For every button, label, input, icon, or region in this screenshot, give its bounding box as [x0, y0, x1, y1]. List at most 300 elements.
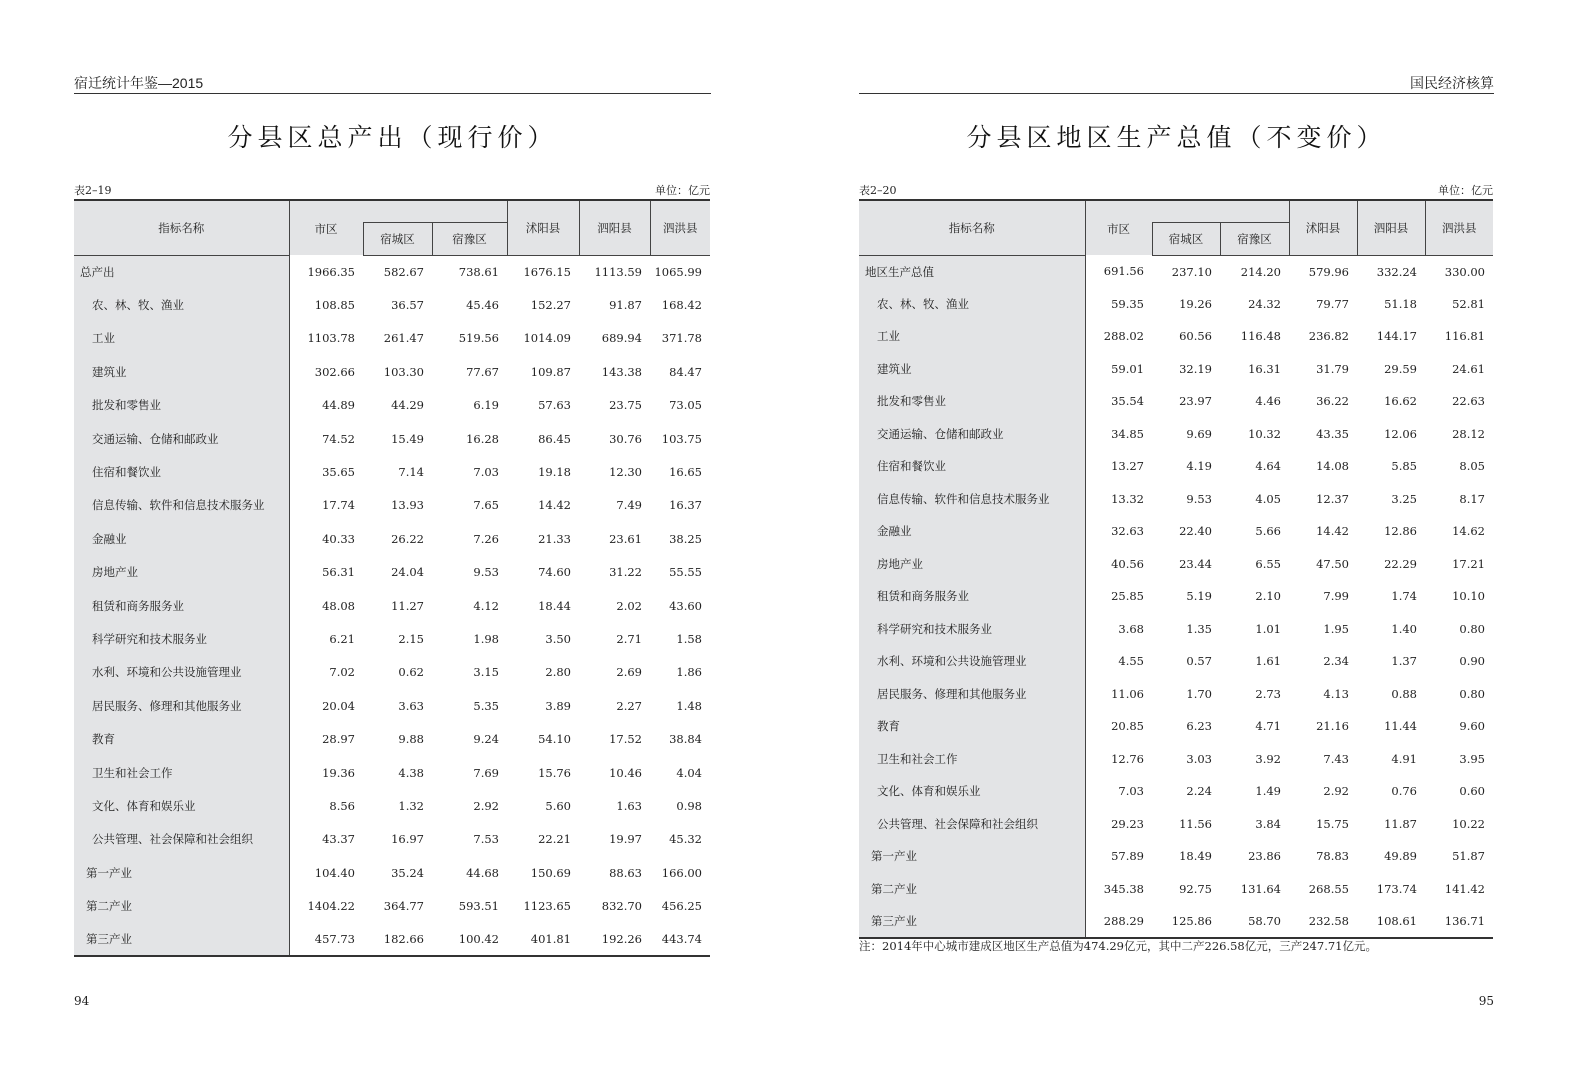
cell-value: 91.87 [609, 298, 642, 313]
right-page [790, 0, 1587, 1077]
cell-value: 3.92 [1255, 751, 1281, 766]
cell-value: 232.58 [1289, 905, 1357, 938]
cell-value: 3.89 [545, 698, 571, 713]
cell-value: 1404.22 [307, 899, 355, 914]
cell-value: 0.60 [1459, 784, 1485, 799]
cell-value: 108.85 [314, 298, 355, 313]
row-label: 房地产业 [74, 556, 289, 589]
cell-value: 44.89 [322, 398, 355, 413]
col-header-sihong: 泗洪县 [1425, 200, 1493, 255]
row-label: 卫生和社会工作 [74, 756, 289, 789]
cell-value: 15.76 [538, 765, 571, 780]
cell-value: 1.70 [1186, 686, 1212, 701]
row-label: 建筑业 [74, 355, 289, 388]
row-label: 租赁和商务服务业 [74, 589, 289, 622]
cell-value: 364.77 [383, 899, 424, 914]
table-row [859, 743, 1493, 776]
cell-value: 1.49 [1255, 784, 1281, 799]
cell-value: 1.74 [1391, 589, 1417, 604]
row-label: 第三产业 [74, 923, 289, 956]
cell-value: 92.75 [1179, 881, 1212, 896]
cell-value: 100.42 [432, 923, 507, 956]
cell-value: 23.44 [1179, 556, 1212, 571]
row-label: 工业 [74, 322, 289, 355]
cell-value: 14.42 [1316, 524, 1349, 539]
row-label: 地区生产总值 [859, 255, 1085, 288]
cell-value: 519.56 [458, 331, 499, 346]
cell-value: 141.42 [1444, 881, 1485, 896]
cell-value: 3.84 [1255, 816, 1281, 831]
page-number: 95 [1478, 994, 1494, 1008]
cell-value: 29.59 [1384, 361, 1417, 376]
cell-value: 40.33 [322, 531, 355, 546]
cell-value: 302.66 [314, 364, 355, 379]
table-row [74, 522, 710, 555]
cell-value: 2.73 [1255, 686, 1281, 701]
cell-value: 6.55 [1255, 556, 1281, 571]
cell-value: 14.62 [1452, 524, 1485, 539]
col-header-city: 市区 [1085, 200, 1152, 255]
table-row [74, 823, 710, 856]
cell-value: 19.26 [1179, 296, 1212, 311]
cell-value: 5.60 [545, 798, 571, 813]
cell-value: 17.74 [322, 498, 355, 513]
cell-value: 108.61 [1357, 905, 1425, 938]
cell-value: 28.12 [1452, 426, 1485, 441]
cell-value: 192.26 [579, 923, 650, 956]
row-label: 第三产业 [859, 905, 1085, 938]
cell-value: 19.18 [538, 465, 571, 480]
data-table [859, 199, 1493, 939]
cell-value: 36.22 [1316, 394, 1349, 409]
col-header-suyuqu: 宿豫区 [1220, 222, 1289, 255]
cell-value: 79.77 [1316, 296, 1349, 311]
cell-value: 7.43 [1323, 751, 1349, 766]
cell-value: 7.03 [1118, 784, 1144, 799]
cell-value: 8.05 [1459, 459, 1485, 474]
cell-value: 168.42 [661, 298, 702, 313]
table-row [859, 320, 1493, 353]
table-row [859, 710, 1493, 743]
table-row [74, 556, 710, 589]
cell-value: 104.40 [314, 865, 355, 880]
table-row [859, 808, 1493, 841]
cell-value: 54.10 [538, 732, 571, 747]
cell-value: 9.88 [398, 732, 424, 747]
row-label: 农、林、牧、渔业 [859, 288, 1085, 321]
cell-value: 9.60 [1459, 719, 1485, 734]
running-head: 国民经济核算 [1410, 75, 1494, 91]
cell-value: 0.90 [1459, 654, 1485, 669]
col-header-city-group [1152, 200, 1289, 222]
cell-value: 689.94 [601, 331, 642, 346]
table-row [74, 288, 710, 321]
table-row [74, 422, 710, 455]
table-row [74, 322, 710, 355]
cell-value: 3.63 [398, 698, 424, 713]
cell-value: 4.71 [1255, 719, 1281, 734]
row-label: 总产出 [74, 255, 289, 288]
col-header-indicator: 指标名称 [859, 200, 1085, 255]
data-table [74, 199, 710, 957]
cell-value: 88.63 [609, 865, 642, 880]
cell-value: 166.00 [661, 865, 702, 880]
cell-value: 16.31 [1248, 361, 1281, 376]
cell-value: 1014.09 [523, 331, 571, 346]
row-label: 信息传输、软件和信息技术服务业 [74, 489, 289, 522]
cell-value: 43.37 [322, 832, 355, 847]
cell-value: 0.76 [1391, 784, 1417, 799]
cell-value: 6.19 [473, 398, 499, 413]
table-row [859, 840, 1493, 873]
cell-value: 20.85 [1111, 719, 1144, 734]
cell-value: 125.86 [1152, 905, 1220, 938]
cell-value: 13.27 [1111, 459, 1144, 474]
cell-value: 12.76 [1111, 751, 1144, 766]
table-unit: 单位：亿元 [655, 184, 710, 197]
cell-value: 12.06 [1384, 426, 1417, 441]
cell-value: 10.22 [1452, 816, 1485, 831]
cell-value: 16.62 [1384, 394, 1417, 409]
cell-value: 14.08 [1316, 459, 1349, 474]
cell-value: 74.52 [322, 431, 355, 446]
cell-value: 1065.99 [654, 264, 702, 279]
table-row [74, 389, 710, 422]
table-row [74, 789, 710, 822]
cell-value: 832.70 [601, 899, 642, 914]
cell-value: 24.32 [1248, 296, 1281, 311]
cell-value: 288.29 [1085, 905, 1152, 938]
cell-value: 10.46 [609, 765, 642, 780]
cell-value: 32.19 [1179, 361, 1212, 376]
cell-value: 2.92 [1323, 784, 1349, 799]
row-label: 第二产业 [74, 889, 289, 922]
cell-value: 32.63 [1111, 524, 1144, 539]
row-label: 农、林、牧、渔业 [74, 288, 289, 321]
cell-value: 4.38 [398, 765, 424, 780]
table-number: 表2–19 [74, 184, 112, 197]
row-label: 居民服务、修理和其他服务业 [74, 689, 289, 722]
cell-value: 3.50 [545, 631, 571, 646]
cell-value: 4.64 [1255, 459, 1281, 474]
cell-value: 738.61 [458, 264, 499, 279]
cell-value: 17.52 [609, 732, 642, 747]
table-row [859, 418, 1493, 451]
cell-value: 2.92 [473, 798, 499, 813]
cell-value: 35.54 [1111, 394, 1144, 409]
cell-value: 582.67 [383, 264, 424, 279]
table-body [859, 255, 1493, 938]
cell-value: 4.13 [1323, 686, 1349, 701]
cell-value: 86.45 [538, 431, 571, 446]
table-row [74, 656, 710, 689]
cell-value: 51.87 [1452, 849, 1485, 864]
table-row [859, 483, 1493, 516]
cell-value: 35.24 [391, 865, 424, 880]
cell-value: 22.29 [1384, 556, 1417, 571]
cell-value: 371.78 [661, 331, 702, 346]
table-row [859, 288, 1493, 321]
cell-value: 47.50 [1316, 556, 1349, 571]
cell-value: 19.97 [609, 832, 642, 847]
cell-value: 1676.15 [523, 264, 571, 279]
cell-value: 261.47 [383, 331, 424, 346]
header-rule [859, 93, 1494, 94]
cell-value: 19.36 [322, 765, 355, 780]
cell-value: 103.30 [383, 364, 424, 379]
cell-value: 1103.78 [307, 331, 355, 346]
row-label: 居民服务、修理和其他服务业 [859, 678, 1085, 711]
running-head: 宿迁统计年鉴—2015 [74, 75, 204, 91]
cell-value: 3.25 [1391, 491, 1417, 506]
cell-value: 74.60 [538, 565, 571, 580]
cell-value: 131.64 [1240, 881, 1281, 896]
cell-value: 457.73 [289, 923, 363, 956]
cell-value: 12.30 [609, 465, 642, 480]
table-row [74, 756, 710, 789]
cell-value: 2.71 [616, 631, 642, 646]
cell-value: 20.04 [322, 698, 355, 713]
table-row [74, 255, 710, 288]
col-header-indicator: 指标名称 [74, 200, 289, 255]
cell-value: 116.48 [1240, 329, 1281, 344]
col-header-siyang: 泗阳县 [579, 200, 650, 255]
row-label: 金融业 [74, 522, 289, 555]
row-label: 文化、体育和娱乐业 [859, 775, 1085, 808]
cell-value: 4.55 [1118, 654, 1144, 669]
cell-value: 1.61 [1255, 654, 1281, 669]
cell-value: 7.14 [398, 465, 424, 480]
cell-value: 11.87 [1384, 816, 1417, 831]
cell-value: 59.35 [1111, 296, 1144, 311]
cell-value: 4.04 [676, 765, 702, 780]
left-page [0, 0, 790, 1077]
cell-value: 44.29 [391, 398, 424, 413]
cell-value: 10.10 [1452, 589, 1485, 604]
row-label: 租赁和商务服务业 [859, 580, 1085, 613]
cell-value: 2.02 [616, 598, 642, 613]
cell-value: 2.24 [1186, 784, 1212, 799]
cell-value: 24.04 [391, 565, 424, 580]
cell-value: 3.95 [1459, 751, 1485, 766]
cell-value: 237.10 [1171, 264, 1212, 279]
cell-value: 136.71 [1425, 905, 1493, 938]
cell-value: 5.35 [473, 698, 499, 713]
cell-value: 38.25 [669, 531, 702, 546]
cell-value: 7.03 [473, 465, 499, 480]
cell-value: 58.70 [1220, 905, 1289, 938]
cell-value: 1.35 [1186, 621, 1212, 636]
row-label: 信息传输、软件和信息技术服务业 [859, 483, 1085, 516]
col-header-suchengqu: 宿城区 [363, 222, 432, 255]
cell-value: 593.51 [458, 899, 499, 914]
cell-value: 3.03 [1186, 751, 1212, 766]
row-label: 公共管理、社会保障和社会组织 [859, 808, 1085, 841]
cell-value: 56.31 [322, 565, 355, 580]
cell-value: 16.37 [669, 498, 702, 513]
cell-value: 40.56 [1111, 556, 1144, 571]
cell-value: 38.84 [669, 732, 702, 747]
cell-value: 2.15 [398, 631, 424, 646]
cell-value: 10.32 [1248, 426, 1281, 441]
cell-value: 7.02 [329, 665, 355, 680]
cell-value: 5.66 [1255, 524, 1281, 539]
cell-value: 18.49 [1179, 849, 1212, 864]
cell-value: 57.89 [1111, 849, 1144, 864]
cell-value: 45.32 [669, 832, 702, 847]
cell-value: 73.05 [669, 398, 702, 413]
cell-value: 15.49 [391, 431, 424, 446]
table-row [74, 589, 710, 622]
table-row [859, 515, 1493, 548]
row-label: 住宿和餐饮业 [74, 455, 289, 488]
cell-value: 7.65 [473, 498, 499, 513]
row-label: 水利、环境和公共设施管理业 [859, 645, 1085, 678]
cell-value: 1.37 [1391, 654, 1417, 669]
cell-value: 9.24 [473, 732, 499, 747]
table-row [859, 353, 1493, 386]
cell-value: 35.65 [322, 465, 355, 480]
cell-value: 14.42 [538, 498, 571, 513]
cell-value: 3.15 [473, 665, 499, 680]
cell-value: 5.85 [1391, 459, 1417, 474]
table-row [859, 905, 1493, 938]
cell-value: 1.40 [1391, 621, 1417, 636]
cell-value: 103.75 [661, 431, 702, 446]
cell-value: 51.18 [1384, 296, 1417, 311]
cell-value: 7.69 [473, 765, 499, 780]
cell-value: 15.75 [1316, 816, 1349, 831]
cell-value: 77.67 [466, 364, 499, 379]
col-header-city-group [363, 200, 507, 222]
table-row [74, 622, 710, 655]
cell-value: 9.69 [1186, 426, 1212, 441]
row-label: 卫生和社会工作 [859, 743, 1085, 776]
table-row [74, 355, 710, 388]
table-row [74, 889, 710, 922]
cell-value: 1.32 [398, 798, 424, 813]
cell-value: 18.44 [538, 598, 571, 613]
table-row [859, 255, 1493, 288]
row-label: 科学研究和技术服务业 [859, 613, 1085, 646]
table-row [859, 775, 1493, 808]
cell-value: 31.22 [609, 565, 642, 580]
cell-value: 9.53 [1186, 491, 1212, 506]
row-label: 第二产业 [859, 873, 1085, 906]
cell-value: 59.01 [1111, 361, 1144, 376]
cell-value: 173.74 [1376, 881, 1417, 896]
cell-value: 23.97 [1179, 394, 1212, 409]
cell-value: 13.93 [391, 498, 424, 513]
cell-value: 6.23 [1186, 719, 1212, 734]
cell-value: 401.81 [507, 923, 579, 956]
cell-value: 268.55 [1308, 881, 1349, 896]
cell-value: 288.02 [1103, 329, 1144, 344]
row-label: 批发和零售业 [859, 385, 1085, 418]
row-label: 房地产业 [859, 548, 1085, 581]
cell-value: 0.88 [1391, 686, 1417, 701]
cell-value: 16.65 [669, 465, 702, 480]
cell-value: 21.33 [538, 531, 571, 546]
row-label: 科学研究和技术服务业 [74, 622, 289, 655]
table-row [859, 548, 1493, 581]
cell-value: 21.16 [1316, 719, 1349, 734]
cell-value: 152.27 [530, 298, 571, 313]
cell-value: 23.75 [609, 398, 642, 413]
cell-value: 7.53 [473, 832, 499, 847]
cell-value: 345.38 [1103, 881, 1144, 896]
cell-value: 12.37 [1316, 491, 1349, 506]
table-note: 注：2014年中心城市建成区地区生产总值为474.29亿元，其中二产226.58亿元，三产247.71亿元。 [859, 939, 1377, 953]
cell-value: 214.20 [1240, 264, 1281, 279]
table-row [859, 613, 1493, 646]
cell-value: 29.23 [1111, 816, 1144, 831]
cell-value: 143.38 [601, 364, 642, 379]
table-row [74, 455, 710, 488]
table-row [74, 923, 710, 956]
cell-value: 11.56 [1179, 816, 1212, 831]
col-header-shuyang: 沭阳县 [1289, 200, 1357, 255]
cell-value: 57.63 [538, 398, 571, 413]
cell-value: 3.68 [1118, 621, 1144, 636]
col-header-city: 市区 [289, 200, 363, 255]
col-header-suyuqu: 宿豫区 [432, 222, 507, 255]
cell-value: 0.80 [1459, 621, 1485, 636]
cell-value: 55.55 [669, 565, 702, 580]
cell-value: 31.79 [1316, 361, 1349, 376]
table-row [859, 873, 1493, 906]
col-header-sihong: 泗洪县 [650, 200, 710, 255]
cell-value: 23.61 [609, 531, 642, 546]
table-row [859, 678, 1493, 711]
col-header-suchengqu: 宿城区 [1152, 222, 1220, 255]
cell-value: 23.86 [1248, 849, 1281, 864]
cell-value: 2.10 [1255, 589, 1281, 604]
table-row [74, 489, 710, 522]
table-row [859, 580, 1493, 613]
table-title: 分县区地区生产总值（不变价） [966, 124, 1387, 152]
cell-value: 6.21 [329, 631, 355, 646]
table-title: 分县区总产出（现行价） [227, 124, 558, 152]
cell-value: 49.89 [1384, 849, 1417, 864]
table-row [74, 722, 710, 755]
cell-value: 60.56 [1179, 329, 1212, 344]
col-header-siyang: 泗阳县 [1357, 200, 1425, 255]
cell-value: 0.57 [1186, 654, 1212, 669]
cell-value: 0.98 [676, 798, 702, 813]
cell-value: 12.86 [1384, 524, 1417, 539]
cell-value: 28.97 [322, 732, 355, 747]
row-label: 第一产业 [74, 856, 289, 889]
cell-value: 4.19 [1186, 459, 1212, 474]
cell-value: 4.12 [473, 598, 499, 613]
cell-value: 456.25 [661, 899, 702, 914]
row-label: 教育 [74, 722, 289, 755]
cell-value: 17.21 [1452, 556, 1485, 571]
cell-value: 44.68 [466, 865, 499, 880]
cell-value: 0.62 [398, 665, 424, 680]
cell-value: 78.83 [1316, 849, 1349, 864]
table-row [859, 385, 1493, 418]
cell-value: 11.06 [1111, 686, 1144, 701]
cell-value: 7.99 [1323, 589, 1349, 604]
cell-value: 8.56 [329, 798, 355, 813]
cell-value: 1123.65 [523, 899, 571, 914]
cell-value: 2.27 [616, 698, 642, 713]
cell-value: 691.56 [1103, 264, 1144, 279]
cell-value: 34.85 [1111, 426, 1144, 441]
table-body [74, 255, 710, 956]
